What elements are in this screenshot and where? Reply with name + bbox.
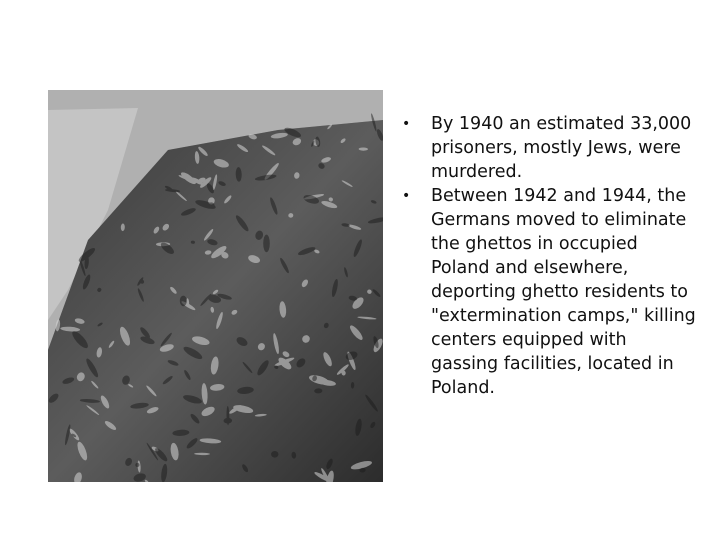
historical-photograph xyxy=(48,90,383,482)
bullet-list xyxy=(398,112,698,400)
photograph-image xyxy=(48,90,383,482)
bullet-marker: • xyxy=(402,116,411,132)
bullet-item xyxy=(398,112,698,184)
bullet-item xyxy=(398,184,698,400)
bullet-text: By 1940 an estimated 33,000 prisoners, mostly Jews, were murdered. xyxy=(431,114,692,182)
bullet-marker: • xyxy=(402,188,411,204)
bullet-text: Between 1942 and 1944, the Germans moved to eliminate the ghettos in occupied Poland and elsewhere, deporting ghetto residents to "extermination camps," killing centers equipped with gassing facilities, located in Poland. xyxy=(431,186,696,398)
